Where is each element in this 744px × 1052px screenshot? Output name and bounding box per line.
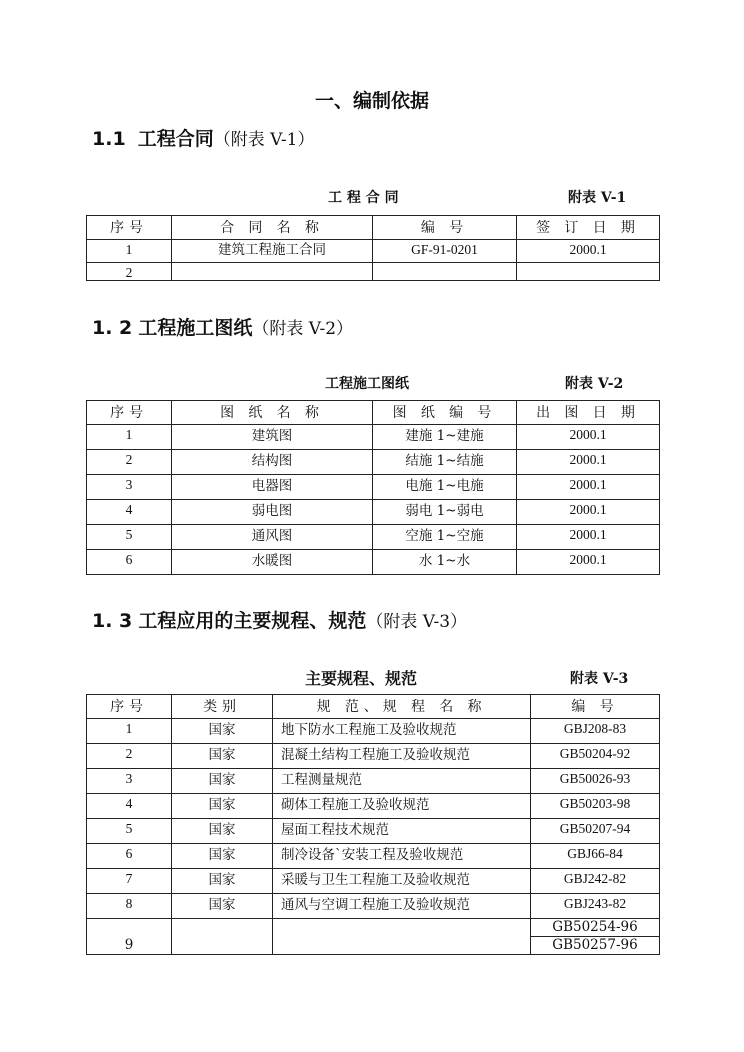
header-row: [87, 216, 660, 240]
table-cell: [373, 263, 517, 281]
table-cell: 3: [87, 475, 172, 500]
table-cell: 国家: [172, 819, 273, 844]
section-ref: （附表 V-1）: [213, 130, 315, 150]
table-cell: 5: [87, 525, 172, 550]
table-row: [87, 450, 660, 475]
header-row: [87, 695, 660, 719]
table-cell: 1: [87, 425, 172, 450]
table-row: [87, 894, 660, 919]
table-cell: 空施 1~空施: [373, 525, 517, 550]
table-cell: 2000.1: [517, 240, 660, 263]
table-cell: 建筑工程施工合同: [172, 240, 373, 263]
section-title: 工程应用的主要规程、规范: [138, 610, 367, 632]
table-cell: [172, 919, 273, 955]
table-cell: GB50207-94: [531, 819, 660, 844]
table-cell: 出 图 日 期: [517, 401, 660, 425]
table-cell: GBJ208-83: [531, 719, 660, 744]
table-row: [87, 819, 660, 844]
section-number: 1. 3: [92, 610, 133, 632]
table-cell: 2000.1: [517, 525, 660, 550]
table-cell: GBJ242-82: [531, 869, 660, 894]
section-heading-1-1: [92, 124, 314, 151]
table-cell: 采暖与卫生工程施工及验收规范: [273, 869, 531, 894]
table-cell: 砌体工程施工及验收规范: [273, 794, 531, 819]
table-cell: 2: [87, 450, 172, 475]
table-row: [87, 719, 660, 744]
table-cell: 3: [87, 769, 172, 794]
table-cell: 6: [87, 550, 172, 575]
table-cell: 水暖图: [172, 550, 373, 575]
table-cell: 2000.1: [517, 550, 660, 575]
table-cell: 水 1~水: [373, 550, 517, 575]
table-row: [87, 525, 660, 550]
table-cell: 2: [87, 263, 172, 281]
table-cell: 2000.1: [517, 450, 660, 475]
table-cell: 4: [87, 500, 172, 525]
section-ref: （附表 V-3）: [366, 612, 468, 632]
header-row: [87, 401, 660, 425]
table-cell: 图 纸 编 号: [373, 401, 517, 425]
section-ref: （附表 V-2）: [252, 319, 354, 339]
table-cell: 国家: [172, 869, 273, 894]
table-cell: 建施 1~建施: [373, 425, 517, 450]
table-cell: 电器图: [172, 475, 373, 500]
section-number: 1.1: [92, 128, 126, 150]
table-cell: 5: [87, 819, 172, 844]
table-cell: 4: [87, 794, 172, 819]
section-title: 工程施工图纸: [138, 317, 253, 339]
table-cell: 合 同 名 称: [172, 216, 373, 240]
table-ref: 附表 V-2: [565, 376, 624, 392]
table-cell: 国家: [172, 794, 273, 819]
table-cell: 混凝土结构工程施工及验收规范: [273, 744, 531, 769]
table-cell: 国家: [172, 844, 273, 869]
table-cell: 国家: [172, 894, 273, 919]
contract-table: [86, 215, 660, 281]
table-ref: 附表 V-1: [568, 190, 627, 206]
table-ref: 附表 V-3: [570, 671, 629, 687]
table-cell: GB50254-96: [531, 919, 660, 937]
table-row: [87, 425, 660, 450]
table-cell: 图 纸 名 称: [172, 401, 373, 425]
table-cell: 国家: [172, 744, 273, 769]
table-row: [87, 769, 660, 794]
table-cell: 1: [87, 719, 172, 744]
table-cell: GB50204-92: [531, 744, 660, 769]
table-cell: 9: [87, 919, 172, 955]
table-row: [87, 919, 660, 937]
table-row: [87, 263, 660, 281]
table-cell: 制冷设备`安装工程及验收规范: [273, 844, 531, 869]
main-heading: 一、编制依据: [314, 90, 429, 112]
table-cell: GBJ243-82: [531, 894, 660, 919]
table-cell: 通风与空调工程施工及验收规范: [273, 894, 531, 919]
table-cell: 签 订 日 期: [517, 216, 660, 240]
table-cell: GF-91-0201: [373, 240, 517, 263]
table-cell: 1: [87, 240, 172, 263]
drawings-table: [86, 400, 660, 575]
table-cell: 7: [87, 869, 172, 894]
table-cell: 2000.1: [517, 500, 660, 525]
table-cell: 电施 1~电施: [373, 475, 517, 500]
table-cell: 序号: [87, 695, 172, 719]
table-row: [87, 794, 660, 819]
table-cell: 2000.1: [517, 425, 660, 450]
table-cell: 通风图: [172, 525, 373, 550]
table-cell: 地下防水工程施工及验收规范: [273, 719, 531, 744]
table-cell: 结施 1~结施: [373, 450, 517, 475]
section-number: 1. 2: [92, 317, 133, 339]
table-cell: 序号: [87, 401, 172, 425]
table-row: [87, 500, 660, 525]
table-title: 工程施工图纸: [325, 376, 409, 392]
table-row: [87, 240, 660, 263]
table-cell: 类别: [172, 695, 273, 719]
table-title: 工 程 合 同: [328, 190, 399, 206]
table-row: [87, 550, 660, 575]
table-cell: 弱电图: [172, 500, 373, 525]
table-cell: GB50203-98: [531, 794, 660, 819]
table-cell: 8: [87, 894, 172, 919]
table-cell: 序号: [87, 216, 172, 240]
table-cell: 6: [87, 844, 172, 869]
table-row: [87, 844, 660, 869]
table-cell: 规 范、规 程 名 称: [273, 695, 531, 719]
table-title: 主要规程、规范: [305, 669, 418, 688]
table-cell: 国家: [172, 769, 273, 794]
table-cell: 结构图: [172, 450, 373, 475]
section-title: 工程合同: [137, 128, 214, 150]
table-cell: 建筑图: [172, 425, 373, 450]
table-cell: 弱电 1~弱电: [373, 500, 517, 525]
table-cell: [273, 919, 531, 955]
standards-table: [86, 694, 660, 955]
table-row: [87, 744, 660, 769]
table-cell: 2: [87, 744, 172, 769]
table-cell: 国家: [172, 719, 273, 744]
table-cell: 编 号: [373, 216, 517, 240]
table-cell: GB50026-93: [531, 769, 660, 794]
table-cell: 2000.1: [517, 475, 660, 500]
table-cell: [517, 263, 660, 281]
table-cell: GB50257-96: [531, 937, 660, 955]
table-cell: GBJ66-84: [531, 844, 660, 869]
table-row: [87, 475, 660, 500]
table-cell: [172, 263, 373, 281]
table-cell: 编 号: [531, 695, 660, 719]
table-row: [87, 869, 660, 894]
table-cell: 屋面工程技术规范: [273, 819, 531, 844]
section-heading-1-3: [92, 606, 467, 633]
table-cell: 工程测量规范: [273, 769, 531, 794]
section-heading-1-2: [92, 313, 353, 340]
